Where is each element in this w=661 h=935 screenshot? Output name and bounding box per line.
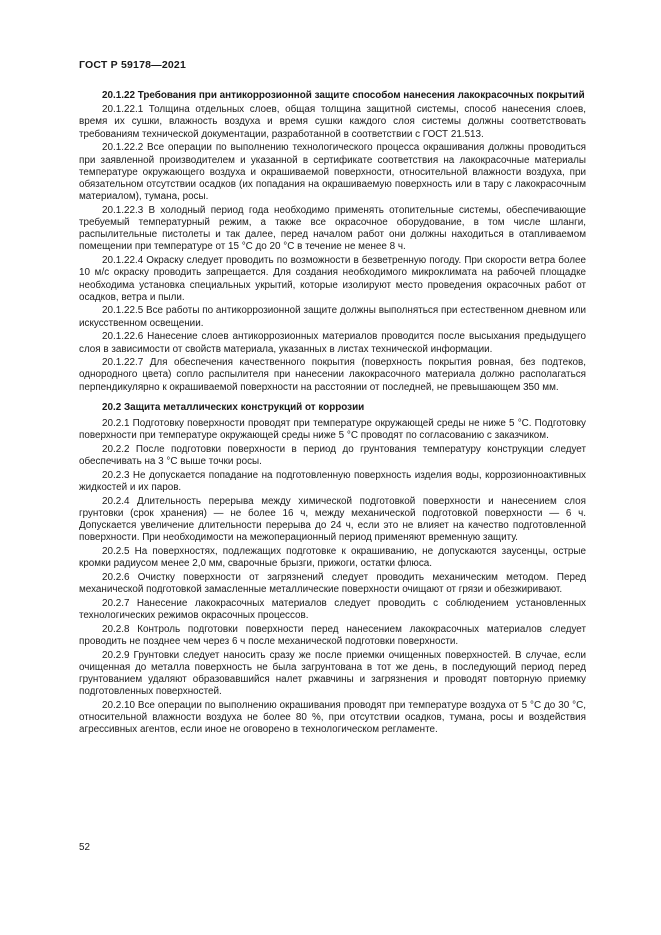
paragraph-20-2-4: 20.2.4 Длительность перерыва между химической подготовкой поверхности и нанесением слоя грунтовки (срок хранения) — не более 16 ч, между механической подготовкой поверхности — 6 ч. Допускается увеличение длительности перерыва до 24 ч, если это не влияет на качество подготовленной поверхности. При необходимости на межоперационный период применяют временную защиту. [79, 495, 586, 544]
paragraph-20-2-9: 20.2.9 Грунтовки следует наносить сразу же после приемки очищенных поверхностей. В случае, если очищенная до металла поверхность не была загрунтована в тот же день, в последующий период перед грунтованием удаляют образовавшийся налет ржавчины и загрязнения и проводят повторную приемку подготовленных поверхностей. [79, 649, 586, 698]
paragraph-20-2-7: 20.2.7 Нанесение лакокрасочных материалов следует проводить с соблюдением установленных технологических режимов окрасочных процессов. [79, 597, 586, 622]
paragraph-20-2-6: 20.2.6 Очистку поверхности от загрязнений следует проводить механическим методом. Перед механической подготовкой замасленные металлические поверхности очищают от грязи и обезжиривают. [79, 572, 586, 596]
paragraph-20-2-10: 20.2.10 Все операции по выполнению окрашивания проводят при температуре воздуха от 5 °С до 30 °С, относительной влажности воздуха не более 80 %, при отсутствии осадков, тумана, росы и воздействия агрессивных агентов, если иное не оговорено в технологическом регламенте. [79, 700, 586, 736]
paragraph-20-2-1: 20.2.1 Подготовку поверхности проводят при температуре окружающей среды не ниже 5 °С. Подготовку поверхности при температуре окружающей среды ниже 5 °С проводят по согласованию с заказчиком. [79, 418, 586, 442]
document-body [79, 90, 586, 737]
paragraph-20-1-22-2: 20.1.22.2 Все операции по выполнению технологического процесса окрашивания должны проводиться при заявленной производителем и указанной в сертификате соответствия на лакокрасочные материалы температуре окружающего воздуха и окрашиваемой поверхности, относительной влажности воздуха, при обязательном отсутствии осадков (их попадания на окрашиваемую поверхность или в тару с лакокрасочным материалом), тумана, росы. [79, 142, 586, 203]
page-number: 52 [79, 842, 90, 853]
section-heading-20-2: 20.2 Защита металлических конструкций от коррозии [102, 401, 365, 413]
paragraph-20-1-22-5: 20.1.22.5 Все работы по антикоррозионной защите должны выполняться при естественном дневном или искусственном освещении. [79, 305, 586, 329]
paragraph-20-1-22-7: 20.1.22.7 Для обеспечения качественного покрытия (поверхность покрытия ровная, без подтеков, однородного цвета) сопло распылителя при нанесении лакокрасочного материала должно располагаться перпендикулярно к окрашиваемой поверхности на расстоянии от последней, не превышающем 350 мм. [79, 357, 586, 393]
paragraph-20-2-5: 20.2.5 На поверхностях, подлежащих подготовке к окрашиванию, не допускаются заусенцы, острые кромки радиусом менее 2,0 мм, сварочные брызги, прижоги, остатки флюса. [79, 546, 586, 570]
paragraph-20-2-3: 20.2.3 Не допускается попадание на подготовленную поверхность изделия воды, коррозионноактивных жидкостей и их паров. [79, 469, 586, 494]
section-heading-20-1-22: 20.1.22 Требования при антикоррозионной защите способом нанесения лакокрасочных покрытий [102, 90, 585, 101]
document-header-title: ГОСТ Р 59178—2021 [79, 59, 187, 71]
paragraph-20-1-22-6: 20.1.22.6 Нанесение слоев антикоррозионных материалов проводится после высыхания предыдущего слоя в зависимости от свойств материала, указанных в листах технической информации. [79, 331, 586, 355]
paragraph-20-2-2: 20.2.2 После подготовки поверхности в период до грунтования температуру конструкции следует обеспечивать на 3 °С выше точки росы. [79, 443, 586, 468]
paragraph-20-1-22-4: 20.1.22.4 Окраску следует проводить по возможности в безветренную погоду. При скорости ветра более 10 м/с окраску проводить запрещается. Для создания необходимого микроклимата на рабочей площадке необходима установка специальных укрытий, которые изолируют место проведения окрасочных работ от осадков, ветра и пыли. [79, 255, 586, 303]
paragraph-20-2-8: 20.2.8 Контроль подготовки поверхности перед нанесением лакокрасочных материалов следует проводить не позднее чем через 6 ч после механической подготовки поверхности. [79, 623, 586, 648]
paragraph-20-1-22-1: 20.1.22.1 Толщина отдельных слоев, общая толщина защитной системы, способ нанесения слоев, время их сушки, влажность воздуха и время сушки каждого слоя системы должны соответствовать требованиям технической документации, разработанной в соответствии с ГОСТ 21.513. [79, 104, 586, 140]
paragraph-20-1-22-3: 20.1.22.3 В холодный период года необходимо применять отопительные системы, обеспечивающие требуемый температурный режим, а также все окрасочное оборудование, в том числе шланги, распылительные пистолеты и так далее, перед началом работ они должны находиться в отапливаемом помещении при температуре от 15 °С до 20 °С в течение не менее 8 ч. [79, 204, 586, 253]
